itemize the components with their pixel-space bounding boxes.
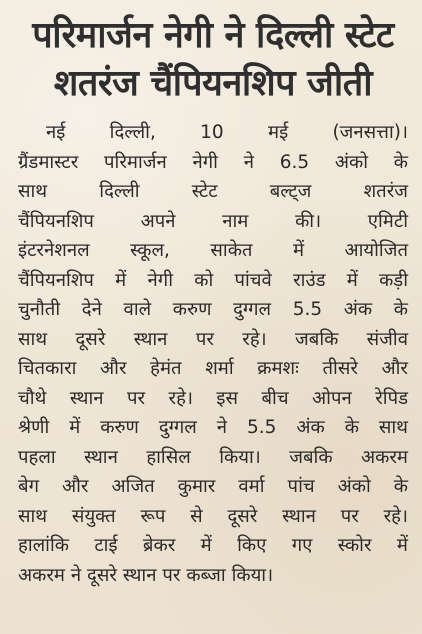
body-line: श्रेणी में करुण दुग्गल ने 5.5 अंक के साथ <box>18 417 408 438</box>
body-line: बेग और अजित कुमार वर्मा पांच अंको के <box>18 476 408 497</box>
body-line: साथ दूसरे स्थान पर रहे। जबकि संजीव <box>18 328 408 350</box>
body-line: पहला स्थान हासिल किया। जबकि अकरम <box>18 446 408 468</box>
body-line: ग्रैंडमास्टर परिमार्जन नेगी ने 6.5 अंको के <box>18 151 408 173</box>
body-line: चैंपियनशिप में नेगी को पांचवे राउंड में कड़ी <box>18 269 408 291</box>
body-line: चौथे स्थान पर रहे। इस बीच ओपन रेपिड <box>18 387 408 409</box>
body-line: चुनौती देने वाले करुण दुग्गल 5.5 अंक के <box>18 299 408 320</box>
body-line: साथ दिल्ली स्टेट बल्ट्ज शतरंज <box>18 181 408 202</box>
headline-line-1: परिमार्जन नेगी ने दिल्ली स्टेट <box>32 15 394 56</box>
body-line: साथ संयुक्त रूप से दूसरे स्थान पर रहे। <box>18 505 408 527</box>
body-line: इंटरनेशनल स्कूल, साकेत में आयोजित <box>18 240 408 261</box>
article-body <box>18 118 408 590</box>
body-line: नई दिल्ली, 10 मई (जनसत्ता)। <box>46 122 408 143</box>
headline-line-2: शतरंज चैंपियनशिप जीती <box>53 63 373 104</box>
body-line: अकरम ने दूसरे स्थान पर कब्जा किया। <box>18 564 274 586</box>
headline <box>18 12 408 108</box>
body-line: हालांकि टाई ब्रेकर में किए गए स्कोर में <box>18 535 408 556</box>
body-line: चैंपियनशिप अपने नाम की। एमिटी <box>18 210 408 232</box>
body-line: चितकारा और हेमंत शर्मा क्रमशः तीसरे और <box>18 358 408 379</box>
